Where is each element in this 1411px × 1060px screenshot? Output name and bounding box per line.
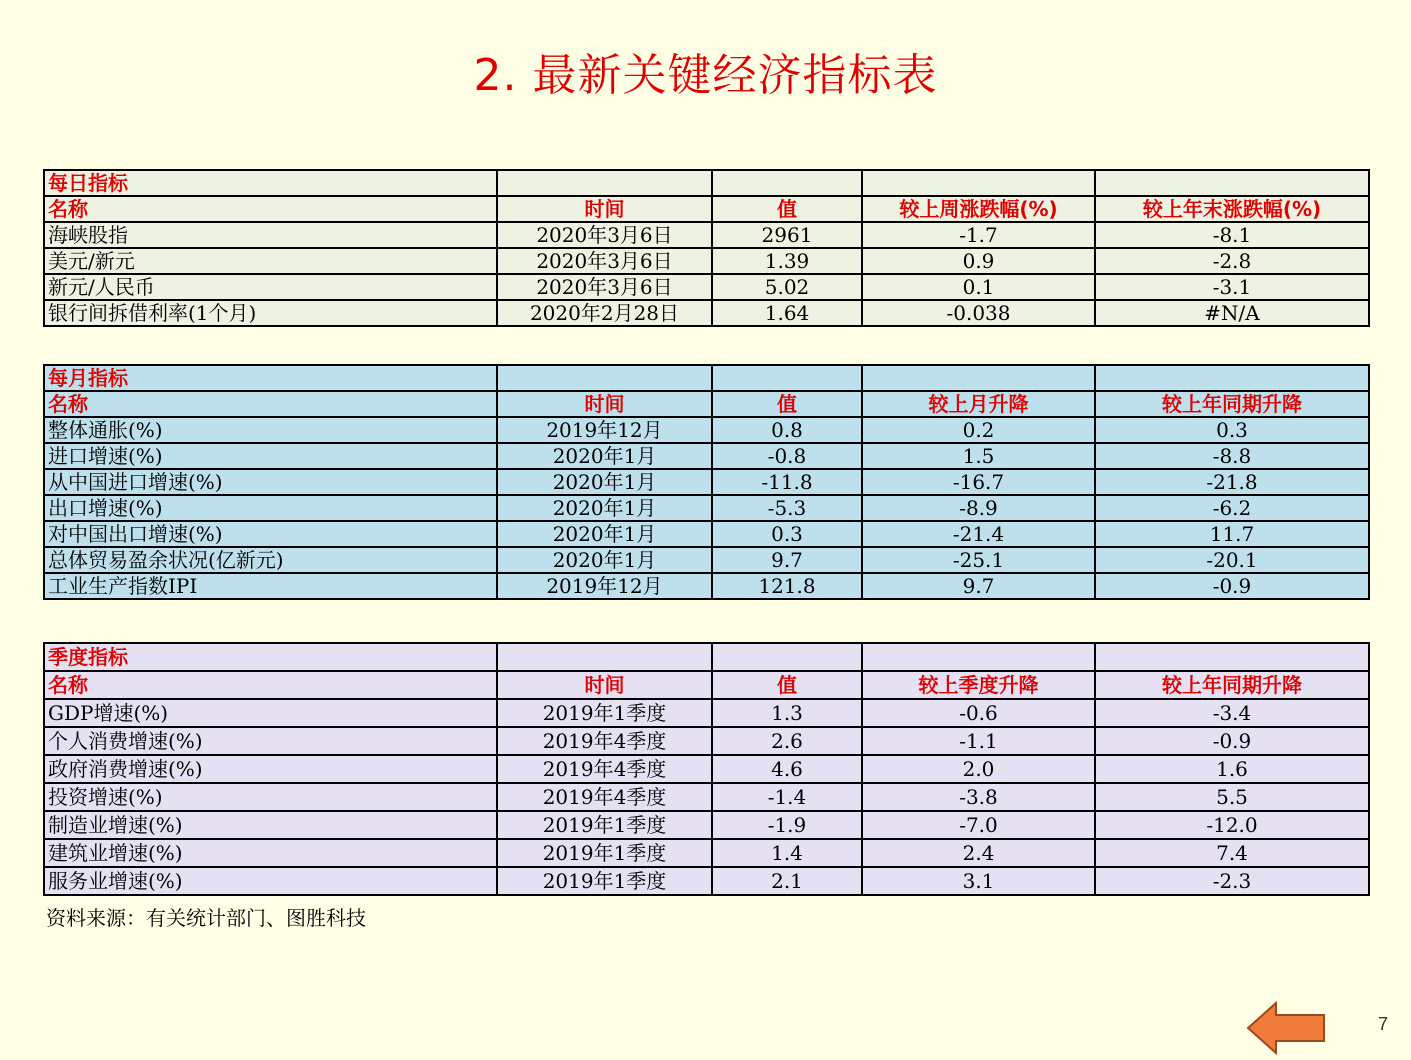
table-cell bbox=[497, 643, 712, 671]
section-title-row bbox=[44, 643, 1369, 671]
table-cell: 2020年3月6日 bbox=[497, 274, 712, 300]
table-cell: 7.4 bbox=[1095, 839, 1369, 867]
table-cell: 2019年12月 bbox=[497, 573, 712, 599]
table-cell: 2961 bbox=[712, 222, 862, 248]
table-row bbox=[44, 547, 1369, 573]
table-cell: 建筑业增速(%) bbox=[44, 839, 497, 867]
monthly-indicators-table bbox=[43, 364, 1370, 600]
table-row bbox=[44, 300, 1369, 326]
table-cell: GDP增速(%) bbox=[44, 699, 497, 727]
table-cell: 值 bbox=[712, 391, 862, 417]
table-cell: 政府消费增速(%) bbox=[44, 755, 497, 783]
table-row bbox=[44, 727, 1369, 755]
table-cell: -2.3 bbox=[1095, 867, 1369, 895]
table-cell: 时间 bbox=[497, 391, 712, 417]
table-cell bbox=[862, 170, 1095, 196]
table-cell: 工业生产指数IPI bbox=[44, 573, 497, 599]
table-cell: 进口增速(%) bbox=[44, 443, 497, 469]
table-row bbox=[44, 443, 1369, 469]
table-cell: 值 bbox=[712, 196, 862, 222]
table-cell: -3.1 bbox=[1095, 274, 1369, 300]
table-cell: 2020年1月 bbox=[497, 547, 712, 573]
table-cell: 对中国出口增速(%) bbox=[44, 521, 497, 547]
table-cell: 0.1 bbox=[862, 274, 1095, 300]
table-cell: 2019年1季度 bbox=[497, 811, 712, 839]
section-title-row bbox=[44, 170, 1369, 196]
table-cell: 2020年3月6日 bbox=[497, 222, 712, 248]
table-cell: 3.1 bbox=[862, 867, 1095, 895]
table-cell: 2020年1月 bbox=[497, 469, 712, 495]
table-cell: 较上年同期升降 bbox=[1095, 391, 1369, 417]
table-cell bbox=[1095, 643, 1369, 671]
page-title: 2. 最新关键经济指标表 bbox=[473, 50, 938, 101]
table-cell: 名称 bbox=[44, 196, 497, 222]
table-cell: -21.4 bbox=[862, 521, 1095, 547]
section-title: 季度指标 bbox=[44, 643, 497, 671]
table-cell: 2020年1月 bbox=[497, 495, 712, 521]
table-cell: 0.8 bbox=[712, 417, 862, 443]
table-cell: -25.1 bbox=[862, 547, 1095, 573]
table-cell bbox=[497, 365, 712, 391]
table-cell bbox=[712, 170, 862, 196]
table-cell: 较上年同期升降 bbox=[1095, 671, 1369, 699]
header-row bbox=[44, 196, 1369, 222]
table-cell: 1.64 bbox=[712, 300, 862, 326]
section-title: 每月指标 bbox=[44, 365, 497, 391]
table-row bbox=[44, 755, 1369, 783]
section-title-row bbox=[44, 365, 1369, 391]
table-cell: 1.3 bbox=[712, 699, 862, 727]
table-row bbox=[44, 839, 1369, 867]
table-row bbox=[44, 222, 1369, 248]
table-cell: 从中国进口增速(%) bbox=[44, 469, 497, 495]
table-cell bbox=[862, 643, 1095, 671]
table-cell: -6.2 bbox=[1095, 495, 1369, 521]
table-cell: 时间 bbox=[497, 196, 712, 222]
table-cell: 个人消费增速(%) bbox=[44, 727, 497, 755]
table-cell: 2020年3月6日 bbox=[497, 248, 712, 274]
table-cell: -11.8 bbox=[712, 469, 862, 495]
table-cell: 0.2 bbox=[862, 417, 1095, 443]
page-number: 7 bbox=[1378, 1014, 1389, 1034]
table-cell: -1.9 bbox=[712, 811, 862, 839]
table-cell: -1.1 bbox=[862, 727, 1095, 755]
table-cell: -20.1 bbox=[1095, 547, 1369, 573]
back-button[interactable] bbox=[1246, 1000, 1328, 1056]
table-cell: -0.6 bbox=[862, 699, 1095, 727]
table-row bbox=[44, 521, 1369, 547]
table-cell: 银行间拆借利率(1个月) bbox=[44, 300, 497, 326]
table-cell: 2.6 bbox=[712, 727, 862, 755]
table-cell: -12.0 bbox=[1095, 811, 1369, 839]
table-cell: #N/A bbox=[1095, 300, 1369, 326]
table-cell: 2019年1季度 bbox=[497, 839, 712, 867]
table-row bbox=[44, 495, 1369, 521]
table-cell bbox=[862, 365, 1095, 391]
table-row bbox=[44, 811, 1369, 839]
table-cell: 美元/新元 bbox=[44, 248, 497, 274]
table-cell: 5.02 bbox=[712, 274, 862, 300]
left-arrow-icon bbox=[1246, 1000, 1328, 1056]
table-cell: 2019年12月 bbox=[497, 417, 712, 443]
table-cell: 较上季度升降 bbox=[862, 671, 1095, 699]
table-cell: 2019年4季度 bbox=[497, 727, 712, 755]
table-cell: -3.8 bbox=[862, 783, 1095, 811]
table-cell: 0.3 bbox=[1095, 417, 1369, 443]
table-cell bbox=[497, 170, 712, 196]
table-cell: 值 bbox=[712, 671, 862, 699]
table-cell: 1.6 bbox=[1095, 755, 1369, 783]
table-cell: -5.3 bbox=[712, 495, 862, 521]
table-cell bbox=[712, 643, 862, 671]
table-row bbox=[44, 783, 1369, 811]
table-cell: 总体贸易盈余状况(亿新元) bbox=[44, 547, 497, 573]
table-cell: 2019年1季度 bbox=[497, 867, 712, 895]
table-cell: -0.9 bbox=[1095, 727, 1369, 755]
table-cell: 时间 bbox=[497, 671, 712, 699]
table-cell: 2020年1月 bbox=[497, 443, 712, 469]
table-cell: 0.3 bbox=[712, 521, 862, 547]
header-row bbox=[44, 671, 1369, 699]
table-row bbox=[44, 573, 1369, 599]
table-cell: 海峡股指 bbox=[44, 222, 497, 248]
table-row bbox=[44, 248, 1369, 274]
quarterly-indicators-table bbox=[43, 642, 1370, 896]
table-cell: 较上月升降 bbox=[862, 391, 1095, 417]
table-cell: -8.8 bbox=[1095, 443, 1369, 469]
table-cell: 2.4 bbox=[862, 839, 1095, 867]
table-cell: 出口增速(%) bbox=[44, 495, 497, 521]
table-cell: -0.8 bbox=[712, 443, 862, 469]
section-title: 每日指标 bbox=[44, 170, 497, 196]
table-cell: 投资增速(%) bbox=[44, 783, 497, 811]
table-cell: 较上周涨跌幅(%) bbox=[862, 196, 1095, 222]
table-cell: 2019年4季度 bbox=[497, 755, 712, 783]
table-cell bbox=[1095, 170, 1369, 196]
table-row bbox=[44, 699, 1369, 727]
source-note: 资料来源：有关统计部门、图胜科技 bbox=[46, 906, 366, 930]
table-cell: 2019年4季度 bbox=[497, 783, 712, 811]
table-cell: 2020年1月 bbox=[497, 521, 712, 547]
table-cell: 2019年1季度 bbox=[497, 699, 712, 727]
table-cell: 4.6 bbox=[712, 755, 862, 783]
table-cell: 1.4 bbox=[712, 839, 862, 867]
table-cell: 制造业增速(%) bbox=[44, 811, 497, 839]
table-cell: -8.9 bbox=[862, 495, 1095, 521]
table-cell: -2.8 bbox=[1095, 248, 1369, 274]
table-cell: 较上年末涨跌幅(%) bbox=[1095, 196, 1369, 222]
table-cell: 11.7 bbox=[1095, 521, 1369, 547]
table-row bbox=[44, 274, 1369, 300]
table-cell: 服务业增速(%) bbox=[44, 867, 497, 895]
table-cell: -0.9 bbox=[1095, 573, 1369, 599]
table-cell: 2.1 bbox=[712, 867, 862, 895]
table-cell: 9.7 bbox=[712, 547, 862, 573]
table-cell: 0.9 bbox=[862, 248, 1095, 274]
table-cell: 2.0 bbox=[862, 755, 1095, 783]
table-cell: 名称 bbox=[44, 671, 497, 699]
table-cell: 5.5 bbox=[1095, 783, 1369, 811]
table-cell: 1.5 bbox=[862, 443, 1095, 469]
table-cell: -7.0 bbox=[862, 811, 1095, 839]
table-cell: -3.4 bbox=[1095, 699, 1369, 727]
table-cell bbox=[712, 365, 862, 391]
table-row bbox=[44, 417, 1369, 443]
table-cell: -8.1 bbox=[1095, 222, 1369, 248]
header-row bbox=[44, 391, 1369, 417]
table-cell bbox=[1095, 365, 1369, 391]
daily-indicators-table bbox=[43, 169, 1370, 327]
table-cell: 名称 bbox=[44, 391, 497, 417]
table-cell: 2020年2月28日 bbox=[497, 300, 712, 326]
table-cell: 121.8 bbox=[712, 573, 862, 599]
table-row bbox=[44, 867, 1369, 895]
table-cell: 整体通胀(%) bbox=[44, 417, 497, 443]
table-cell: -1.4 bbox=[712, 783, 862, 811]
table-cell: 新元/人民币 bbox=[44, 274, 497, 300]
table-cell: -1.7 bbox=[862, 222, 1095, 248]
table-cell: -16.7 bbox=[862, 469, 1095, 495]
table-cell: -21.8 bbox=[1095, 469, 1369, 495]
table-cell: -0.038 bbox=[862, 300, 1095, 326]
table-cell: 9.7 bbox=[862, 573, 1095, 599]
table-cell: 1.39 bbox=[712, 248, 862, 274]
table-row bbox=[44, 469, 1369, 495]
